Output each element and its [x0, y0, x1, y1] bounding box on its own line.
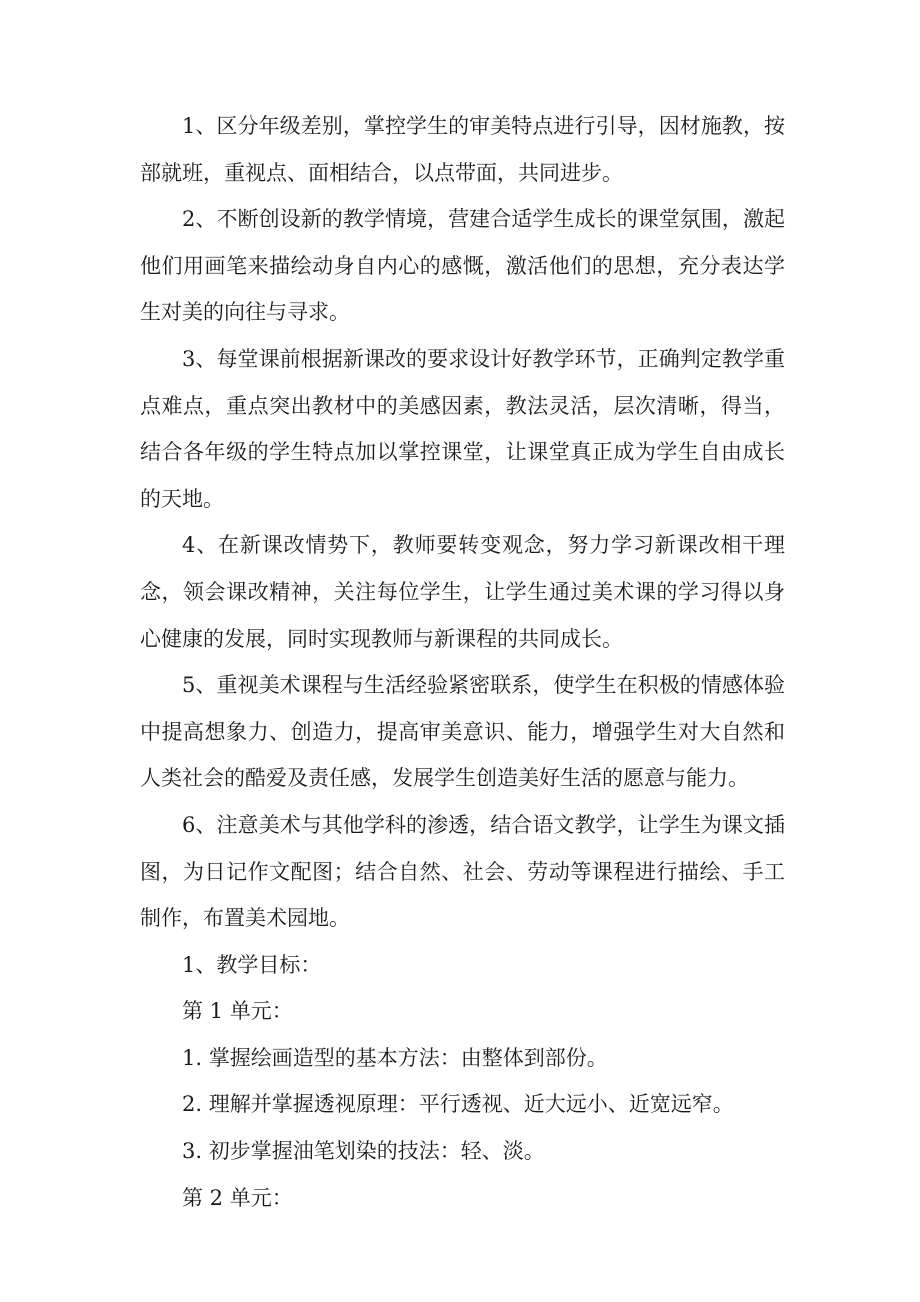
unit-1-item-1: 1. 掌握绘画造型的基本方法：由整体到部份。 — [182, 1045, 608, 1070]
document-body — [140, 103, 785, 1221]
unit-1-item-2: 2. 理解并掌握透视原理：平行透视、近大远小、近宽远窄。 — [182, 1092, 734, 1117]
paragraph-6: 6、注意美术与其他学科的渗透，结合语文教学，让学生为课文插图，为日记作文配图；结合自然、社会、劳动等课程进行描绘、手工制作，布置美术园地。 — [140, 812, 785, 931]
paragraph-5: 5、重视美术课程与生活经验紧密联系，使学生在积极的情感体验中提高想象力、创造力，提高审美意识、能力，增强学生对大自然和人类社会的酷爱及责任感，发展学生创造美好生活的愿意与能力。 — [140, 673, 785, 791]
section-heading-teaching-goals: 1、教学目标： — [182, 952, 322, 977]
paragraph-3: 3、每堂课前根据新课改的要求设计好教学环节，正确判定教学重点难点，重点突出教材中的美感因素，教法灵活，层次清晰，得当，结合各年级的学生特点加以掌控课堂，让课堂真正成为学生自由成长的天地。 — [140, 346, 785, 511]
paragraph-4: 4、在新课改情势下，教师要转变观念，努力学习新课改相干理念，领会课改精神，关注每位学生，让学生通过美术课的学习得以身心健康的发展，同时实现教师与新课程的共同成长。 — [140, 533, 785, 651]
unit-1-item-3: 3. 初步掌握油笔划染的技法：轻、淡。 — [182, 1139, 545, 1164]
paragraph-1: 1、区分年级差别，掌控学生的审美特点进行引导，因材施教，按部就班，重视点、面相结合，以点带面，共同进步。 — [140, 114, 785, 185]
unit-1-title: 第 1 单元： — [182, 999, 293, 1024]
paragraph-2: 2、不断创设新的教学情境，营建合适学生成长的课堂氛围，激起他们用画笔来描绘动身自内心的感慨，激活他们的思想，充分表达学生对美的向往与寻求。 — [140, 207, 785, 325]
unit-2-title: 第 2 单元： — [182, 1185, 293, 1210]
